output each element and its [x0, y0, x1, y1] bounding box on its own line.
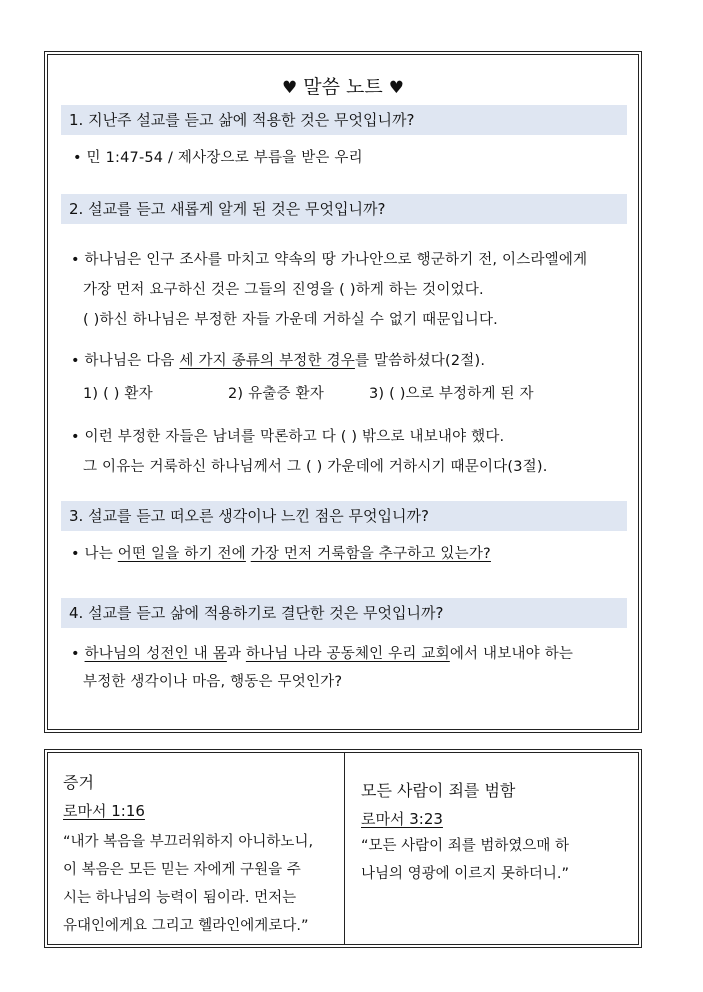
note-2-item-1: 1) ( ) 환자 [83, 386, 153, 402]
title-text: 말씀 노트 [303, 76, 383, 98]
note-2-line-6: • 이런 부정한 자들은 남녀를 막론하고 다 ( ) 밖으로 내보내야 했다. [71, 429, 505, 445]
note-2-line-4-suffix: 를 말씀하셨다(2절). [354, 353, 486, 369]
note-2-line-2: 가장 먼저 요구하신 것은 그들의 진영을 ( )하게 하는 것이었다. [83, 282, 484, 298]
question-1: 1. 지난주 설교를 듣고 삶에 적용한 것은 무엇입니까? [61, 105, 627, 135]
note-2-item-2: 2) 유출증 환자 [228, 386, 324, 402]
note-2-line-4 [71, 349, 485, 370]
verse-right-text [361, 832, 627, 888]
note-2-item-3: 3) ( )으로 부정하게 된 자 [369, 386, 534, 402]
answer-4-prefix: • [71, 646, 85, 662]
verse-left-text [63, 828, 335, 940]
question-2: 2. 설교를 듣고 새롭게 알게 된 것은 무엇입니까? [61, 194, 627, 224]
note-2-line-1: • 하나님은 인구 조사를 마치고 약속의 땅 가나안으로 행군하기 전, 이스라엘에게 [71, 252, 588, 268]
note-2-line-3: ( )하신 하나님은 부정한 자들 가운데 거하실 수 없기 때문입니다. [83, 312, 498, 328]
verse-right-line-1: “모든 사람이 죄를 범하였으매 하 [361, 838, 570, 854]
answer-1: • 민 1:47-54 / 제사장으로 부름을 받은 우리 [73, 150, 363, 166]
question-3: 3. 설교를 듣고 떠오른 생각이나 느낀 점은 무엇입니까? [61, 501, 627, 531]
answer-4-line-2: 부정한 생각이나 마음, 행동은 무엇인가? [83, 674, 343, 690]
answer-3-underline-2: 가장 먼저 거룩함을 추구하고 있는가? [250, 546, 491, 562]
answer-4-suffix: 에서 내보내야 하는 [449, 646, 574, 662]
note-2-underlined: 세 가지 종류의 부정한 경우 [179, 353, 355, 369]
verse-right-line-2: 나님의 영광에 이르지 못하더니.” [361, 866, 570, 882]
verse-left-line-1: “내가 복음을 부끄러워하지 아니하노니, [63, 834, 314, 850]
sermon-notes-box [44, 51, 642, 733]
question-4: 4. 설교를 듣고 삶에 적용하기로 결단한 것은 무엇입니까? [61, 598, 627, 628]
heart-icon: ♥ [281, 78, 298, 98]
memory-verses-box [44, 749, 642, 948]
heart-icon: ♥ [388, 78, 405, 98]
answer-4-underline-1: 하나님의 성전인 내 몸 [84, 646, 227, 662]
verse-left-reference: 로마서 1:16 [63, 802, 145, 820]
answer-4-underline-2: 하나님 나라 공동체인 우리 교회 [245, 646, 450, 662]
answer-4-line-1 [71, 642, 573, 663]
page-title [45, 72, 641, 99]
verse-divider [344, 753, 345, 944]
verse-left-line-2: 이 복음은 모든 믿는 자에게 구원을 주 [63, 862, 301, 878]
verse-right-reference: 로마서 3:23 [361, 810, 443, 828]
verse-right-title: 모든 사람이 죄를 범함 [361, 781, 516, 800]
verse-left-line-3: 시는 하나님의 능력이 됨이라. 먼저는 [63, 890, 297, 906]
verse-left-title: 증거 [63, 773, 94, 792]
answer-3-prefix: • 나는 [71, 546, 118, 562]
answer-3 [71, 542, 491, 563]
answer-4-mid: 과 [226, 646, 246, 662]
answer-3-underline-1: 어떤 일을 하기 전에 [117, 546, 246, 562]
note-2-line-7: 그 이유는 거룩하신 하나님께서 그 ( ) 가운데에 거하시기 때문이다(3절). [83, 459, 548, 475]
verse-left-line-4: 유대인에게요 그리고 헬라인에게로다.” [63, 918, 309, 934]
note-2-line-4-prefix: • 하나님은 다음 [71, 353, 180, 369]
